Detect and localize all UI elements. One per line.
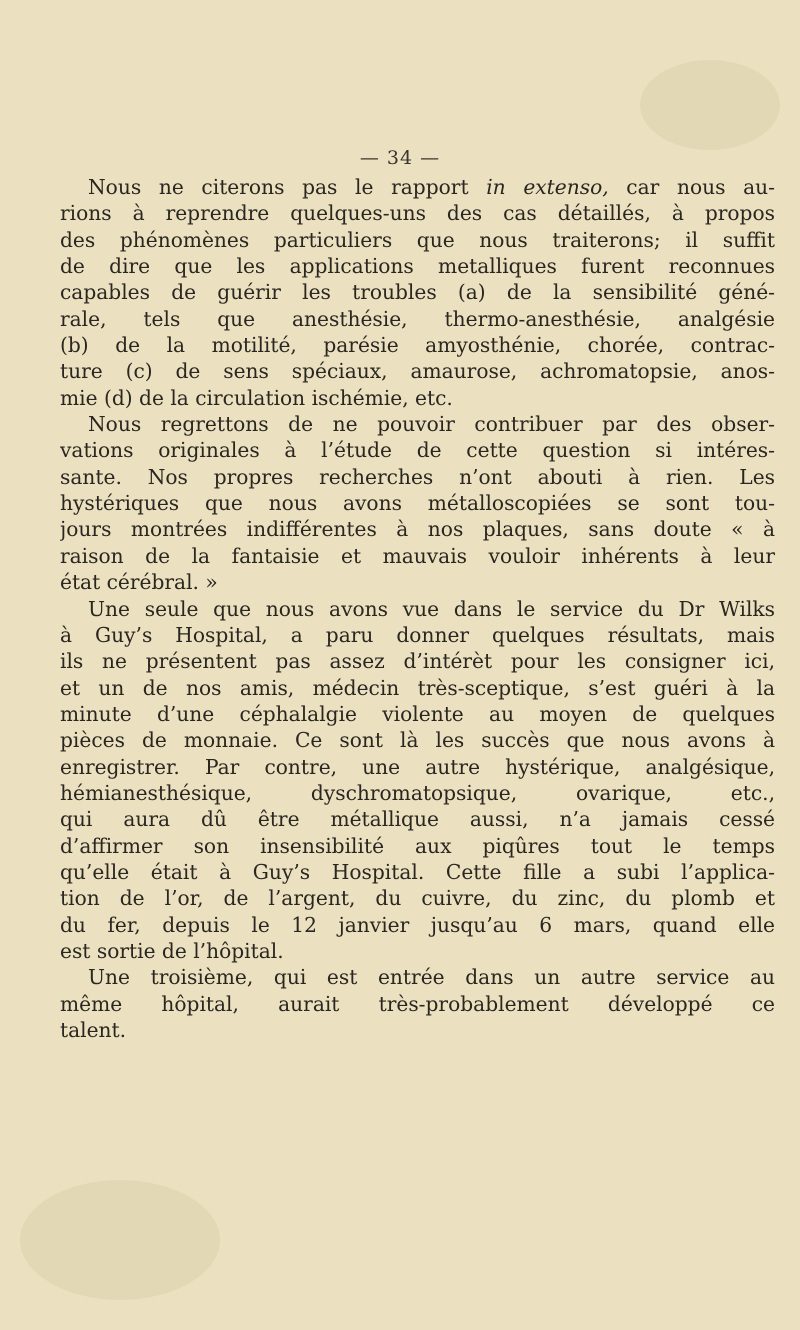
- text-line: même hôpital, aurait très-probablement développé ce: [60, 991, 775, 1016]
- text-line: sante. Nos propres recherches n’ont abouti à rien. Les: [60, 464, 775, 489]
- text-line: tion de l’or, de l’argent, du cuivre, du zinc, du plomb et: [60, 886, 775, 911]
- text-line: et un de nos amis, médecin très-sceptique, s’est guéri à la: [60, 675, 775, 700]
- text-line: Nous regrettons de ne pouvoir contribuer par des obser-: [88, 412, 775, 437]
- paragraph: [60, 411, 775, 595]
- paper-stain: [20, 1180, 220, 1300]
- text-line: à Guy’s Hospital, a paru donner quelques résultats, mais: [60, 622, 775, 647]
- text-line: Une troisième, qui est entrée dans un autre service au: [88, 965, 775, 990]
- paragraph: [60, 964, 775, 1043]
- paragraph: [60, 596, 775, 965]
- text-line: rions à reprendre quelques-uns des cas détaillés, à propos: [60, 201, 775, 226]
- text-line: pièces de monnaie. Ce sont là les succès que nous avons à: [60, 728, 775, 753]
- text-line: Nous ne citerons pas le rapport in extenso, car nous au-: [88, 175, 775, 199]
- text-line: Une seule que nous avons vue dans le service du Dr Wilks: [88, 596, 775, 621]
- text-line: d’affirmer son insensibilité aux piqûres tout le temps: [60, 833, 775, 858]
- text-line: jours montrées indifférentes à nos plaques, sans doute « à: [60, 517, 775, 542]
- text-line: du fer, depuis le 12 janvier jusqu’au 6 mars, quand elle: [60, 912, 775, 937]
- text-line: minute d’une céphalalgie violente au moyen de quelques: [60, 701, 775, 726]
- page-number: — 34 —: [359, 147, 441, 169]
- text-line: hystériques que nous avons métalloscopiées se sont tou-: [60, 491, 775, 516]
- text-line: enregistrer. Par contre, une autre hystérique, analgésique,: [60, 754, 775, 779]
- text-line: capables de guérir les troubles (a) de la sensibilité géné-: [60, 280, 775, 305]
- paragraph: [60, 174, 775, 411]
- text-line: qui aura dû être métallique aussi, n’a jamais cessé: [60, 807, 775, 832]
- text-line: état cérébral. »: [60, 570, 218, 595]
- text-line: hémianesthésique, dyschromatopsique, ovarique, etc.,: [60, 780, 775, 805]
- text-line: raison de la fantaisie et mauvais vouloir inhérents à leur: [60, 543, 775, 568]
- text-line: qu’elle était à Guy’s Hospital. Cette fille a subi l’applica-: [60, 859, 775, 884]
- text-line: (b) de la motilité, parésie amyosthénie, chorée, contrac-: [60, 333, 775, 358]
- paper-stain: [640, 60, 780, 150]
- text-line: ture (c) de sens spéciaux, amaurose, achromatopsie, anos-: [60, 359, 775, 384]
- text-line: mie (d) de la circulation ischémie, etc.: [60, 385, 453, 410]
- text-line: est sortie de l’hôpital.: [60, 938, 284, 963]
- text-line: vations originales à l’étude de cette question si intéres-: [60, 438, 775, 463]
- body-text: [60, 174, 775, 1043]
- text-line: rale, tels que anesthésie, thermo-anesthésie, analgésie: [60, 306, 775, 331]
- text-line: talent.: [60, 1018, 127, 1042]
- text-line: de dire que les applications metalliques furent reconnues: [60, 254, 775, 279]
- text-line: des phénomènes particuliers que nous traiterons; il suffit: [60, 227, 775, 252]
- text-line: ils ne présentent pas assez d’intérèt pour les consigner ici,: [60, 649, 775, 674]
